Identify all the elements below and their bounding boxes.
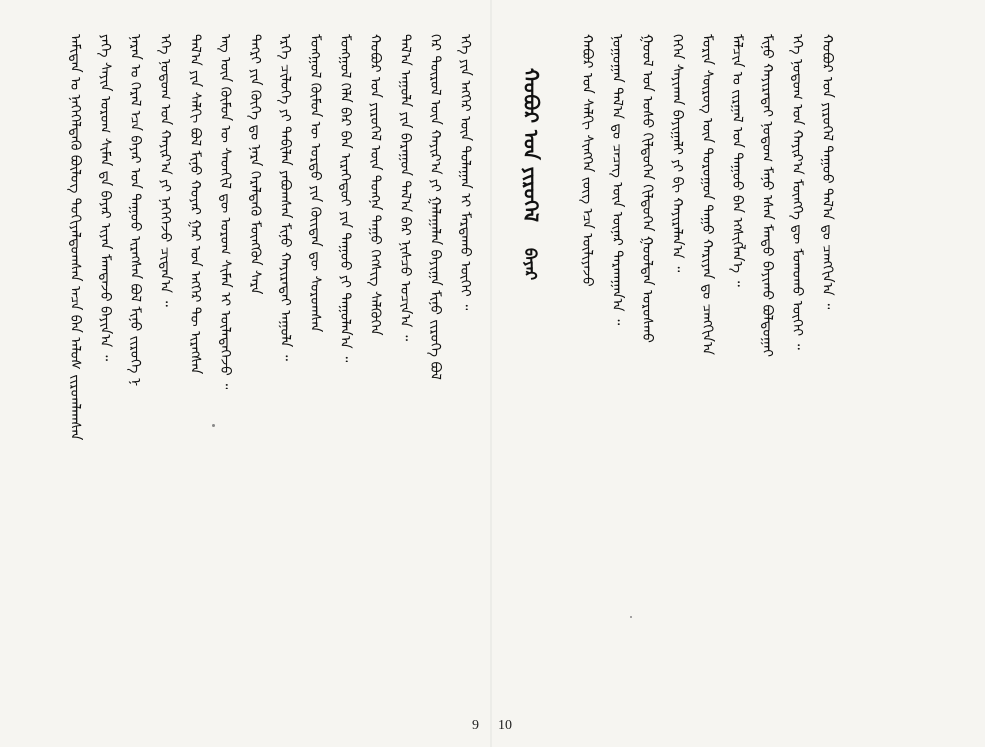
text-column: ᠭᠡᠷ ᠲᠦᠷᠦᠯ ᠦᠨ ᠬᠠᠶᠢᠷ᠎ᠠ ᠶᠢ ᠭᠠᠯᠠᠭᠠᠯᠠᠨ ᠪᠠᠶᠢᠭᠠ ᠮᠢᠨᠤ ᠵᠢᠷᠦᠬᠡ ᠪᠣᠯ xyxy=(427,34,443,380)
text-column: ᠨᠠᠷᠠᠨ ᠤ ᠭᠡᠷᠡᠯ ᠡᠴᠡ ᠪᠠᠶᠠᠷ ᠤᠨ ᠳᠠᠭᠤᠤ ᠢᠷᠡᠭᠰᠡᠨ ᠪᠣᠯ ᠮᠢᠨᠤ ᠵᠢᠷᠦᠬᠡ ᠨ xyxy=(127,34,143,387)
text-column: ᠬᠣᠪᠣᠷ ᠤᠨ ᠶᠢᠷᠦᠭᠡᠯ ᠳᠠᠭᠤᠤ ᠲᠠᠯ᠎ᠠ ᠳᠤ ᠴᠠᠩᠭᠢᠨ᠎ᠠ ᠃ xyxy=(819,34,835,310)
text-column: ᠶᠡᠬᠡ ᠰᠠᠶᠢᠨ ᠤᠷᠤᠭ ᠰᠢᠮᠡᠨ ᠳᠡ ᠪᠠᠶᠠᠷ ᠢᠶᠠᠨ ᠮᠠᠭᠲᠠᠵᠤ ᠪᠠᠶᠢᠨ᠎ᠠ ᠃ xyxy=(97,34,113,361)
text-column: ᠭᠣᠣᠯ ᠤᠨ ᠤᠰᠤ ᠭᠢᠯᠲᠦᠭᠡᠨ ᠭᠢᠯᠲᠦᠭᠡᠨ ᠭᠣᠣᠯᠳᠠᠨ ᠤᠷᠤᠰᠬᠤ xyxy=(639,34,655,343)
text-column: ᠬᠠᠪᠤᠷ ᠤᠨ ᠰᠠᠯᠬᠢ ᠰᠢᠩᠭᠡᠨ ᠵᠦᠭ ᠡᠴᠡ ᠦᠯᠢᠶᠡᠵᠦ xyxy=(579,34,595,287)
text-column: ᠨᠣᠭᠣᠭᠠᠨ ᠲᠠᠯ᠎ᠠ ᠳᠤ ᠴᠡᠴᠡᠭ ᠦᠨ ᠦᠨᠡᠷ ᠲᠠᠷᠬᠠᠭᠠᠨ᠎ᠠ ᠃ xyxy=(609,34,625,326)
text-column: ᠡᠷᠬᠡ ᠴᠢᠯᠦᠭᠡ ᠶᠢ ᠲᠠᠪᠢᠯᠠᠨ ᠶᠠᠪᠤᠭᠰᠠᠨ ᠮᠢᠨᠤ ᠬᠠᠶᠢᠷᠠᠲᠠᠢ ᠠᠭᠤᠯᠠ ᠃ xyxy=(277,34,293,361)
text-column: ᠲᠡᠭᠷᠢ ᠶᠢᠨ ᠬᠥᠬᠡ ᠳᠤ ᠨᠠᠷᠠ ᠭᠡᠷᠡᠯᠲᠡᠭᠦ ᠮᠥᠩᠭᠦᠨ ᠰᠠᠷᠠ xyxy=(247,34,263,295)
text-column: ᠮᠢᠨᠤ ᠬᠠᠶᠢᠷᠠᠲᠠᠢ ᠨᠤᠲᠤᠭ ᠮᠠᠨᠤ ᠡᠰᠡᠨ ᠮᠡᠨᠳᠦ ᠪᠠᠶᠢᠬᠤ ᠪᠣᠯᠲᠤᠭᠠᠢ xyxy=(759,34,775,358)
text-column: ᠡᠬᠡ ᠶᠢᠨ ᠡᠩᠭᠡᠷ ᠦᠨ ᠳᠤᠯᠠᠭᠠᠨ ᠢ ᠮᠠᠷᠲᠠᠬᠤ ᠦᠭᠡᠢ ᠃ xyxy=(457,34,473,311)
text-column: ᠬᠣᠪᠣᠷ ᠤᠨ ᠶᠢᠷᠦᠭᠡᠯ ᠦᠨ ᠳᠤᠩᠨᠠ ᠳᠠᠭᠤ ᠬᠡᠭᠰᠢᠭ ᠰᠡᠯᠭᠦᠭᠡᠨ xyxy=(367,34,383,336)
text-column: ᠮᠣᠩᠭᠣᠯ ᠬᠦᠮᠦᠨ ᠦ ᠣᠷᠳᠤ ᠶᠢᠨ ᠬᠦᠢᠲᠡᠨ ᠳᠦ ᠰᠤᠷᠤᠭᠰᠠᠨ xyxy=(307,34,323,333)
chapter-title: ᠬᠣᠪᠣᠷ ᠤᠨ ᠶᠢᠷᠦᠭᠡᠯ xyxy=(519,68,543,223)
left-page xyxy=(0,0,490,747)
paper-speck xyxy=(212,424,215,427)
chapter-author: ᠪᠠᠶᠠᠷ xyxy=(521,248,540,281)
right-page xyxy=(492,0,985,747)
text-column: ᠮᠣᠷᠢᠨ ᠰᠦᠷᠦᠭ ᠦᠨ ᠲᠤᠷᠤᠭᠤᠨ ᠳᠠᠭᠤ ᠬᠠᠷᠢᠶᠠᠨ ᠳᠤ ᠴᠠᠩᠭᠢᠨ᠎ᠠ xyxy=(699,34,715,355)
text-column: ᠡᠩ ᠦᠨ ᠬᠦᠮᠦᠨ ᠦ ᠰᠡᠳᠬᠢᠯ ᠳᠦ ᠤᠷᠤᠭ ᠰᠢᠮᠡᠨ ᠢ ᠦᠯᠡᠳᠡᠭᠡᠵᠦ ᠃ xyxy=(217,34,233,390)
text-column: ᠡᠬᠡ ᠨᠤᠲᠤᠭ ᠤᠨ ᠬᠠᠶᠢᠷ᠎ᠠ ᠶᠢ ᠨᠡᠭᠡᠭᠡᠵᠦ ᠴᠢᠳᠠᠨ᠎ᠠ ᠃ xyxy=(157,34,173,307)
text-column: ᠲᠠᠯ᠎ᠠ ᠶᠢᠨ ᠰᠠᠯᠬᠢ ᠪᠣᠯ ᠮᠢᠨᠤ ᠬᠣᠶᠠᠷ ᠭᠠᠷ ᠤᠨ ᠡᠩᠭᠡᠷ ᠲᠦ ᠢᠷᠡᠭᠰᠡᠨ xyxy=(187,34,203,375)
page-number-left: 9 xyxy=(472,718,479,733)
text-column: ᠮᠣᠩᠭᠣᠯ ᠬᠡᠯᠡ ᠪᠡᠷ ᠪᠠᠨ ᠢᠷᠡᠭᠡᠳᠦᠢ ᠶᠢᠨ ᠳᠠᠭᠤᠤ ᠶᠢ ᠳᠠᠭᠤᠯᠠᠨ᠎ᠠ ᠃ xyxy=(337,34,353,363)
text-column: ᠮᠠᠯᠴᠢᠨ ᠤ ᠵᠢᠷᠭᠠᠯ ᠤᠨ ᠳᠠᠭᠤᠤ ᠪᠠᠨ ᠡᠭᠰᠢᠭᠯᠡᠨ᠎ᠡ ᠃ xyxy=(729,34,745,287)
text-column: ᠠᠮᠢᠲᠠᠨ ᠤ ᠨᠡᠭᠡᠭᠡᠯᠳᠡᠬᠦ ᠪᠦᠯᠦᠭ ᠲᠣᠬᠢᠶᠠᠯᠳᠤᠭᠰᠠᠨ ᠠᠴᠠ ᠪᠡᠨ ᠠᠯᠤᠰ ᠵᠢᠷᠤᠭᠯᠠᠭᠰᠠᠨ xyxy=(67,34,83,441)
paper-speck xyxy=(630,616,632,618)
text-column: ᠭᠡᠭᠡᠨ ᠰᠠᠶᠢᠬᠠᠨ ᠪᠠᠶᠢᠭᠠᠯᠢ ᠶᠢ ᠪᠢ ᠬᠠᠶᠢᠷᠠᠯᠠᠨ᠎ᠠ ᠃ xyxy=(669,34,685,273)
text-column: ᠲᠠᠯ᠎ᠠ ᠠᠭᠤᠯᠠ ᠶᠢᠨ ᠪᠠᠷᠠᠭᠤᠨ ᠲᠠᠯ᠎ᠠ ᠪᠠᠷ ᠨᠢᠰᠴᠦ ᠣᠴᠢᠨ᠎ᠠ ᠃ xyxy=(397,34,413,342)
text-column: ᠡᠬᠡ ᠨᠤᠲᠤᠭ ᠤᠨ ᠬᠠᠶᠢᠷ᠎ᠠ ᠮᠥᠩᠬᠡ ᠳᠦ ᠮᠣᠬᠣᠬᠤ ᠦᠭᠡᠢ ᠃ xyxy=(789,34,805,350)
page-number-right: 10 xyxy=(498,718,512,733)
